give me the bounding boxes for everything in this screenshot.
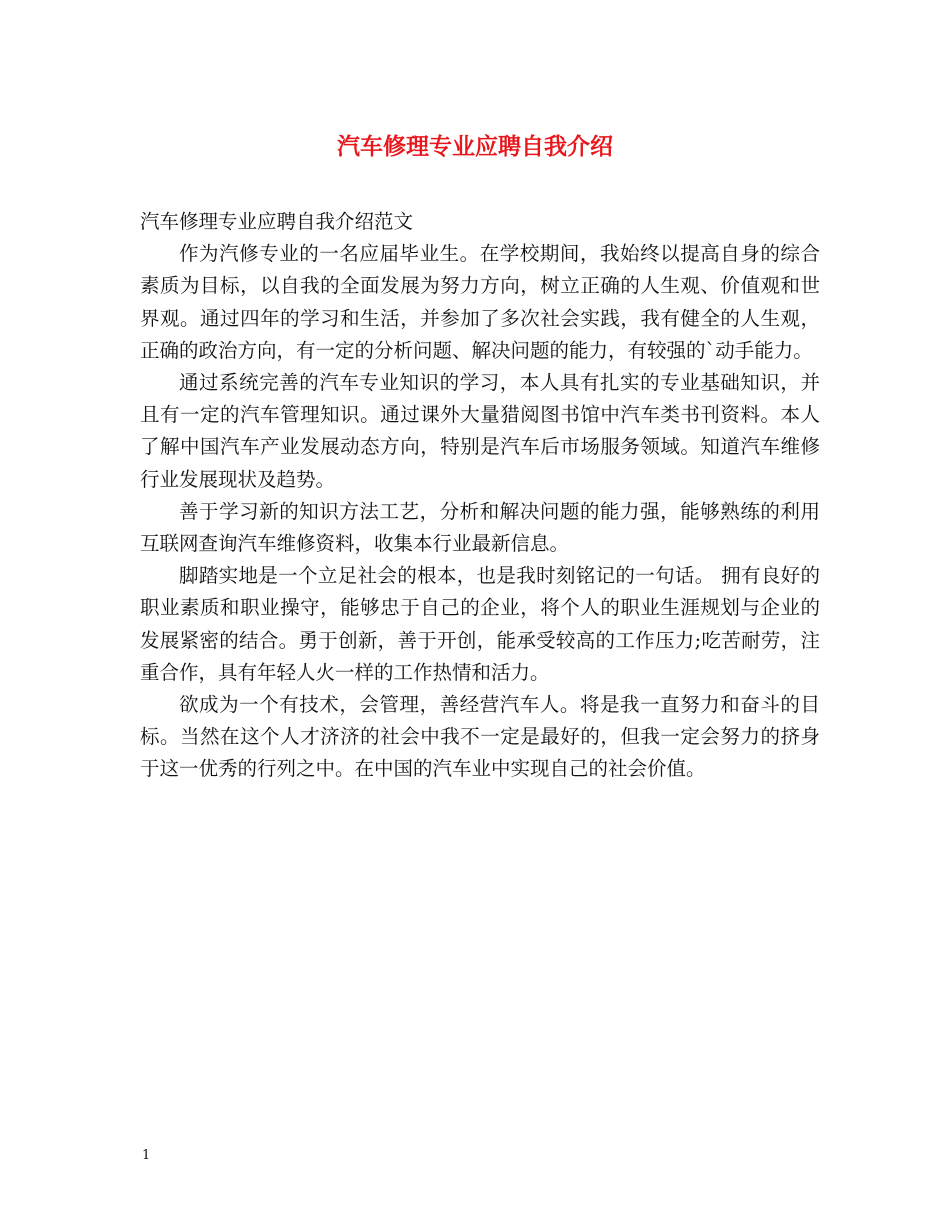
document-title: 汽车修理专业应聘自我介绍: [337, 133, 613, 160]
document-subtitle: 汽车修理专业应聘自我介绍范文: [140, 210, 414, 233]
paragraph-5: 欲成为一个有技术，会管理，善经营汽车人。将是我一直努力和奋斗的目标。当然在这个人才济济的社会中我不一定是最好的，但我一定会努力的挤身于这一优秀的行列之中。在中国的汽车业中实现自己的社会价值。: [140, 693, 820, 781]
page-number: 1: [142, 1148, 151, 1163]
paragraph-3: 善于学习新的知识方法工艺，分析和解决问题的能力强，能够熟练的利用互联网查询汽车维修资料，收集本行业最新信息。: [140, 499, 820, 556]
document-body: [140, 206, 820, 786]
paragraph-2: 通过系统完善的汽车专业知识的学习，本人具有扎实的专业基础知识，并且有一定的汽车管理知识。通过课外大量猎阅图书馆中汽车类书刊资料。本人了解中国汽车产业发展动态方向，特别是汽车后市场服务领域。知道汽车维修行业发展现状及趋势。: [140, 371, 820, 491]
paragraph-4: 脚踏实地是一个立足社会的根本，也是我时刻铭记的一句话。 拥有良好的职业素质和职业操守，能够忠于自己的企业，将个人的职业生涯规划与企业的发展紧密的结合。勇于创新，善于开创，能承受较高的工作压力;吃苦耐劳，注重合作，具有年轻人火一样的工作热情和活力。: [140, 564, 820, 684]
paragraph-1: 作为汽修专业的一名应届毕业生。在学校期间，我始终以提高自身的综合素质为目标，以自我的全面发展为努力方向，树立正确的人生观、价值观和世界观。通过四年的学习和生活，并参加了多次社会实践，我有健全的人生观，正确的政治方向，有一定的分析问题、解决问题的能力，有较强的`动手能力。: [140, 242, 820, 362]
